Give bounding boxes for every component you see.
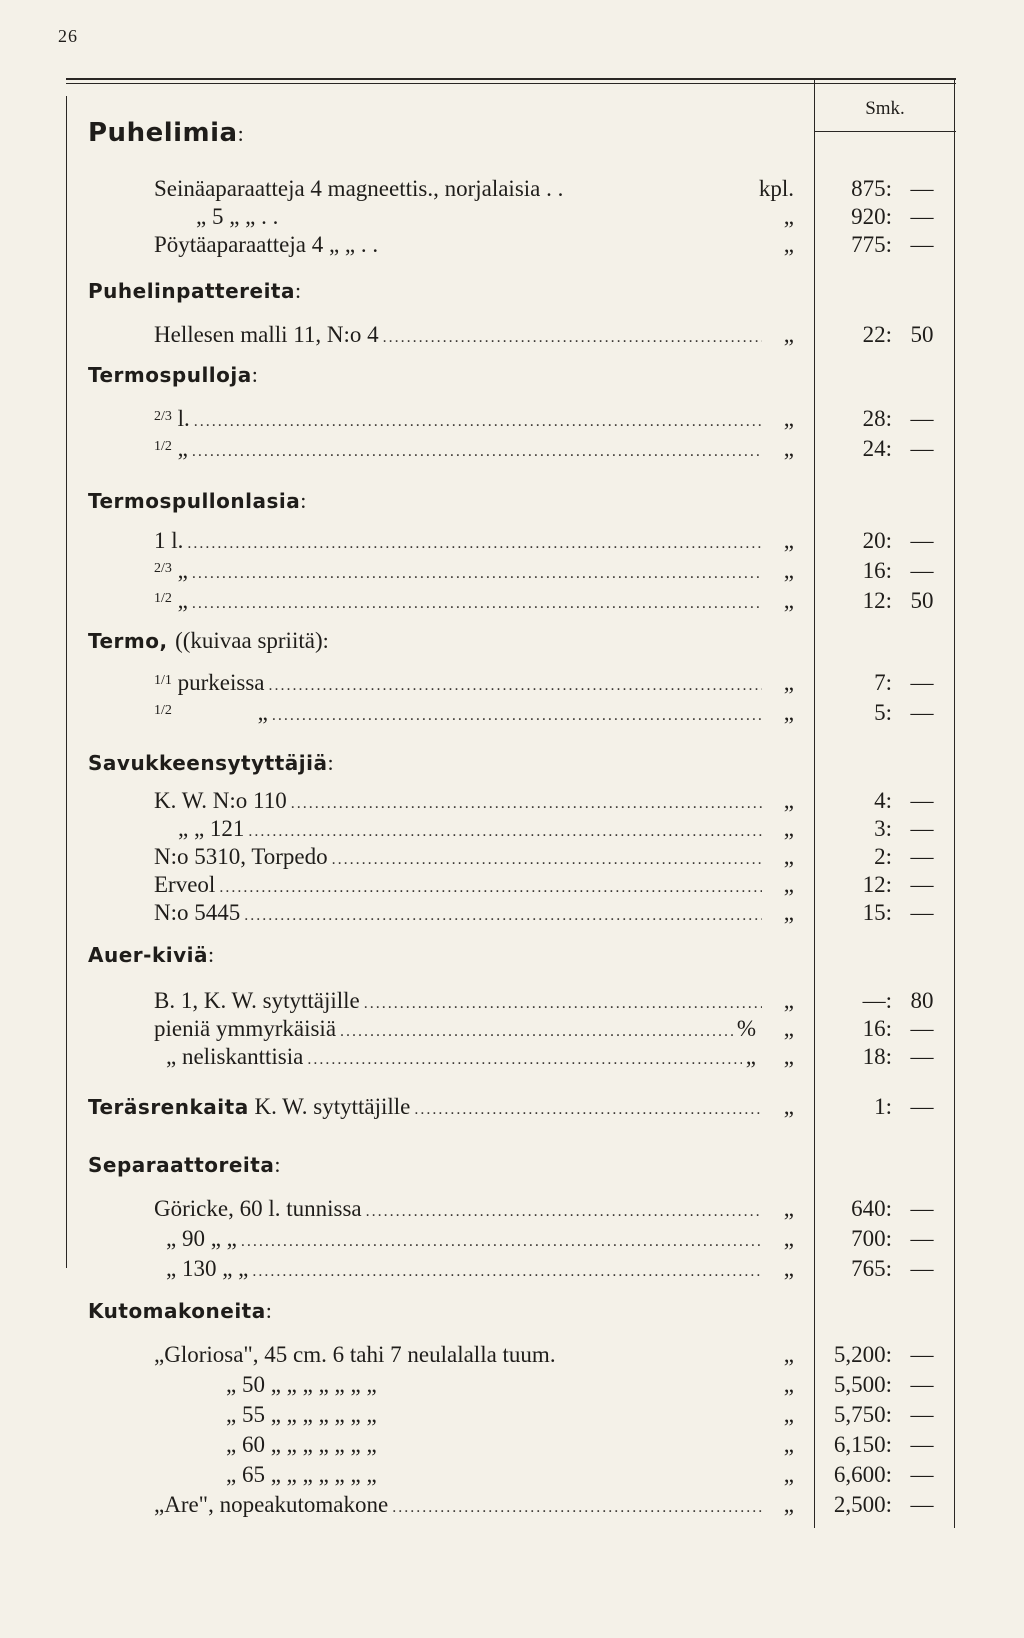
list-item: $^{1/2}$ „ ..... „ <box>154 588 794 614</box>
list-item: „ 50 „ „ „ „ „ „ „ „ <box>226 1372 794 1397</box>
list-item: „ 90 „ „ ..... „ <box>166 1226 794 1252</box>
list-item: $^{1/2}$ „ ..... „ <box>154 436 794 462</box>
top-rule <box>66 78 956 80</box>
list-item: „Are", nopeakutomakone ..... „ <box>154 1492 794 1518</box>
section-heading-kutomakoneita: Kutomakoneita: <box>88 1298 273 1323</box>
list-item: Seinäaparaatteja 4 magneettis., norjalaisia . . kpl. <box>154 176 794 201</box>
section-heading-auer-kivia: Auer-kiviä: <box>88 942 215 967</box>
list-item: pieniä ymmyrkäisiä ..... % „ <box>154 1016 794 1042</box>
list-item: $^{2/3}$ „ ..... „ <box>154 558 794 584</box>
section-heading-separaattoreita: Separaattoreita: <box>88 1152 281 1177</box>
list-item: „Gloriosa", 45 cm. 6 tahi 7 neulalalla tuum. „ <box>154 1342 794 1367</box>
price-column-rule <box>814 78 815 1528</box>
section-heading-puhelinpattereita: Puhelinpattereita: <box>88 278 302 303</box>
currency-header: Smk. <box>865 98 905 119</box>
list-item: N:o 5310, Torpedo ..... „ <box>154 844 794 870</box>
list-item: $^{2/3}$ l. ..... „ <box>154 406 794 432</box>
left-rule <box>66 96 67 1268</box>
list-item: Erveol ..... „ <box>154 872 794 898</box>
currency-underline <box>814 131 956 132</box>
list-item: „ 5 „ „ . . „ <box>196 204 794 229</box>
list-item: Hellesen malli 11, N:o 4 ..... „ <box>154 322 794 348</box>
section-heading-savukkeensytyttajia: Savukkeensytyttäjiä: <box>88 750 335 775</box>
price-table: Smk. Puhelimia: Seinäaparaatteja 4 magneettis., norjalaisia . . kpl. 875: — „ 5 „ „ . . „ 920: — Pöytäaparaatteja 4 „ „ . . „ 775: — Puhelinpattereita: Hellesen malli 11, N:o 4 ..... „ 22: 50 Termospulloja: $^{2/3}$ l. ..... „ 28: — $^{1/2}$ „ ..... „ 24: — Termospullonlasia: 1 l. ..... „ 20: — $^{2/3}$ „ ..... „ 16: — $^{1/2}$ „ ..... „ 12: 50 Termo, ((kuivaa spriitä): $^{1/1}$ purkeissa ..... „ 7: — $^{1/2}$ „ ..... „ 5: — Savukkeensytyttäjiä: K. W. N:o 110 ..... „ 4: — „ „ 121 ..... „ 3: — N:o 5310, Torpedo ..... „ 2: — Erveol ..... „ 12: — N:o 5445 ..... „ 15: — Auer-kiviä: B. 1, K. W. sytyttäjille ..... „ —: 80 pieniä ymmyrkäisiä ..... % „ 16: — „ neliskanttisia ..... „ „ 18: — Teräsrenkaita K. W. sytyttäjille ..... „ 1: — Separaattoreita: Göricke, 60 l. tunnissa ..... „ 640: — „ 90 „ „ ..... „ 700: — „ 130 „ „ ..... „ 765: — Kutomakoneita: „Gloriosa", 45 cm. 6 tahi 7 neulalalla tuum. „ 5,200: — „ 50 „ „ „ „ „ „ „ „ 5,500: — „ 55 „ „ „ „ „ „ „ „ 5,750: — „ 60 „ „ „ „ „ „ „ „ 6,150: — „ 65 „ „ „ „ „ „ „ „ 6,600: — „Are", nopeakutomakone ..... „ 2,500: — <box>66 78 956 1528</box>
list-item: „ 55 „ „ „ „ „ „ „ „ <box>226 1402 794 1427</box>
list-item: $^{1/2}$ „ ..... „ <box>154 700 794 726</box>
list-item: K. W. N:o 110 ..... „ <box>154 788 794 814</box>
section-heading-puhelimia: Puhelimia: <box>88 118 245 148</box>
list-item: „ „ 121 ..... „ <box>178 816 794 842</box>
list-item: N:o 5445 ..... „ <box>154 900 794 926</box>
list-item: Pöytäaparaatteja 4 „ „ . . „ <box>154 232 794 257</box>
list-item: $^{1/1}$ purkeissa ..... „ <box>154 670 794 696</box>
right-rule <box>954 78 955 1528</box>
page-number: 26 <box>58 26 78 46</box>
section-heading-termo: Termo, ((kuivaa spriitä): <box>88 628 330 653</box>
list-item: „ 60 „ „ „ „ „ „ „ „ <box>226 1432 794 1457</box>
list-item: Göricke, 60 l. tunnissa ..... „ <box>154 1196 794 1222</box>
section-heading-termospullonlasia: Termospullonlasia: <box>88 488 307 513</box>
list-item: „ neliskanttisia ..... „ „ <box>166 1044 794 1070</box>
list-item: 1 l. ..... „ <box>154 528 794 554</box>
top-rule-thin <box>66 83 956 84</box>
list-item: B. 1, K. W. sytyttäjille ..... „ <box>154 988 794 1014</box>
list-item: „ 130 „ „ ..... „ <box>166 1256 794 1282</box>
list-item: „ 65 „ „ „ „ „ „ „ „ <box>226 1462 794 1487</box>
list-item: Teräsrenkaita K. W. sytyttäjille ..... „ <box>88 1094 794 1120</box>
section-heading-termospulloja: Termospulloja: <box>88 362 259 387</box>
